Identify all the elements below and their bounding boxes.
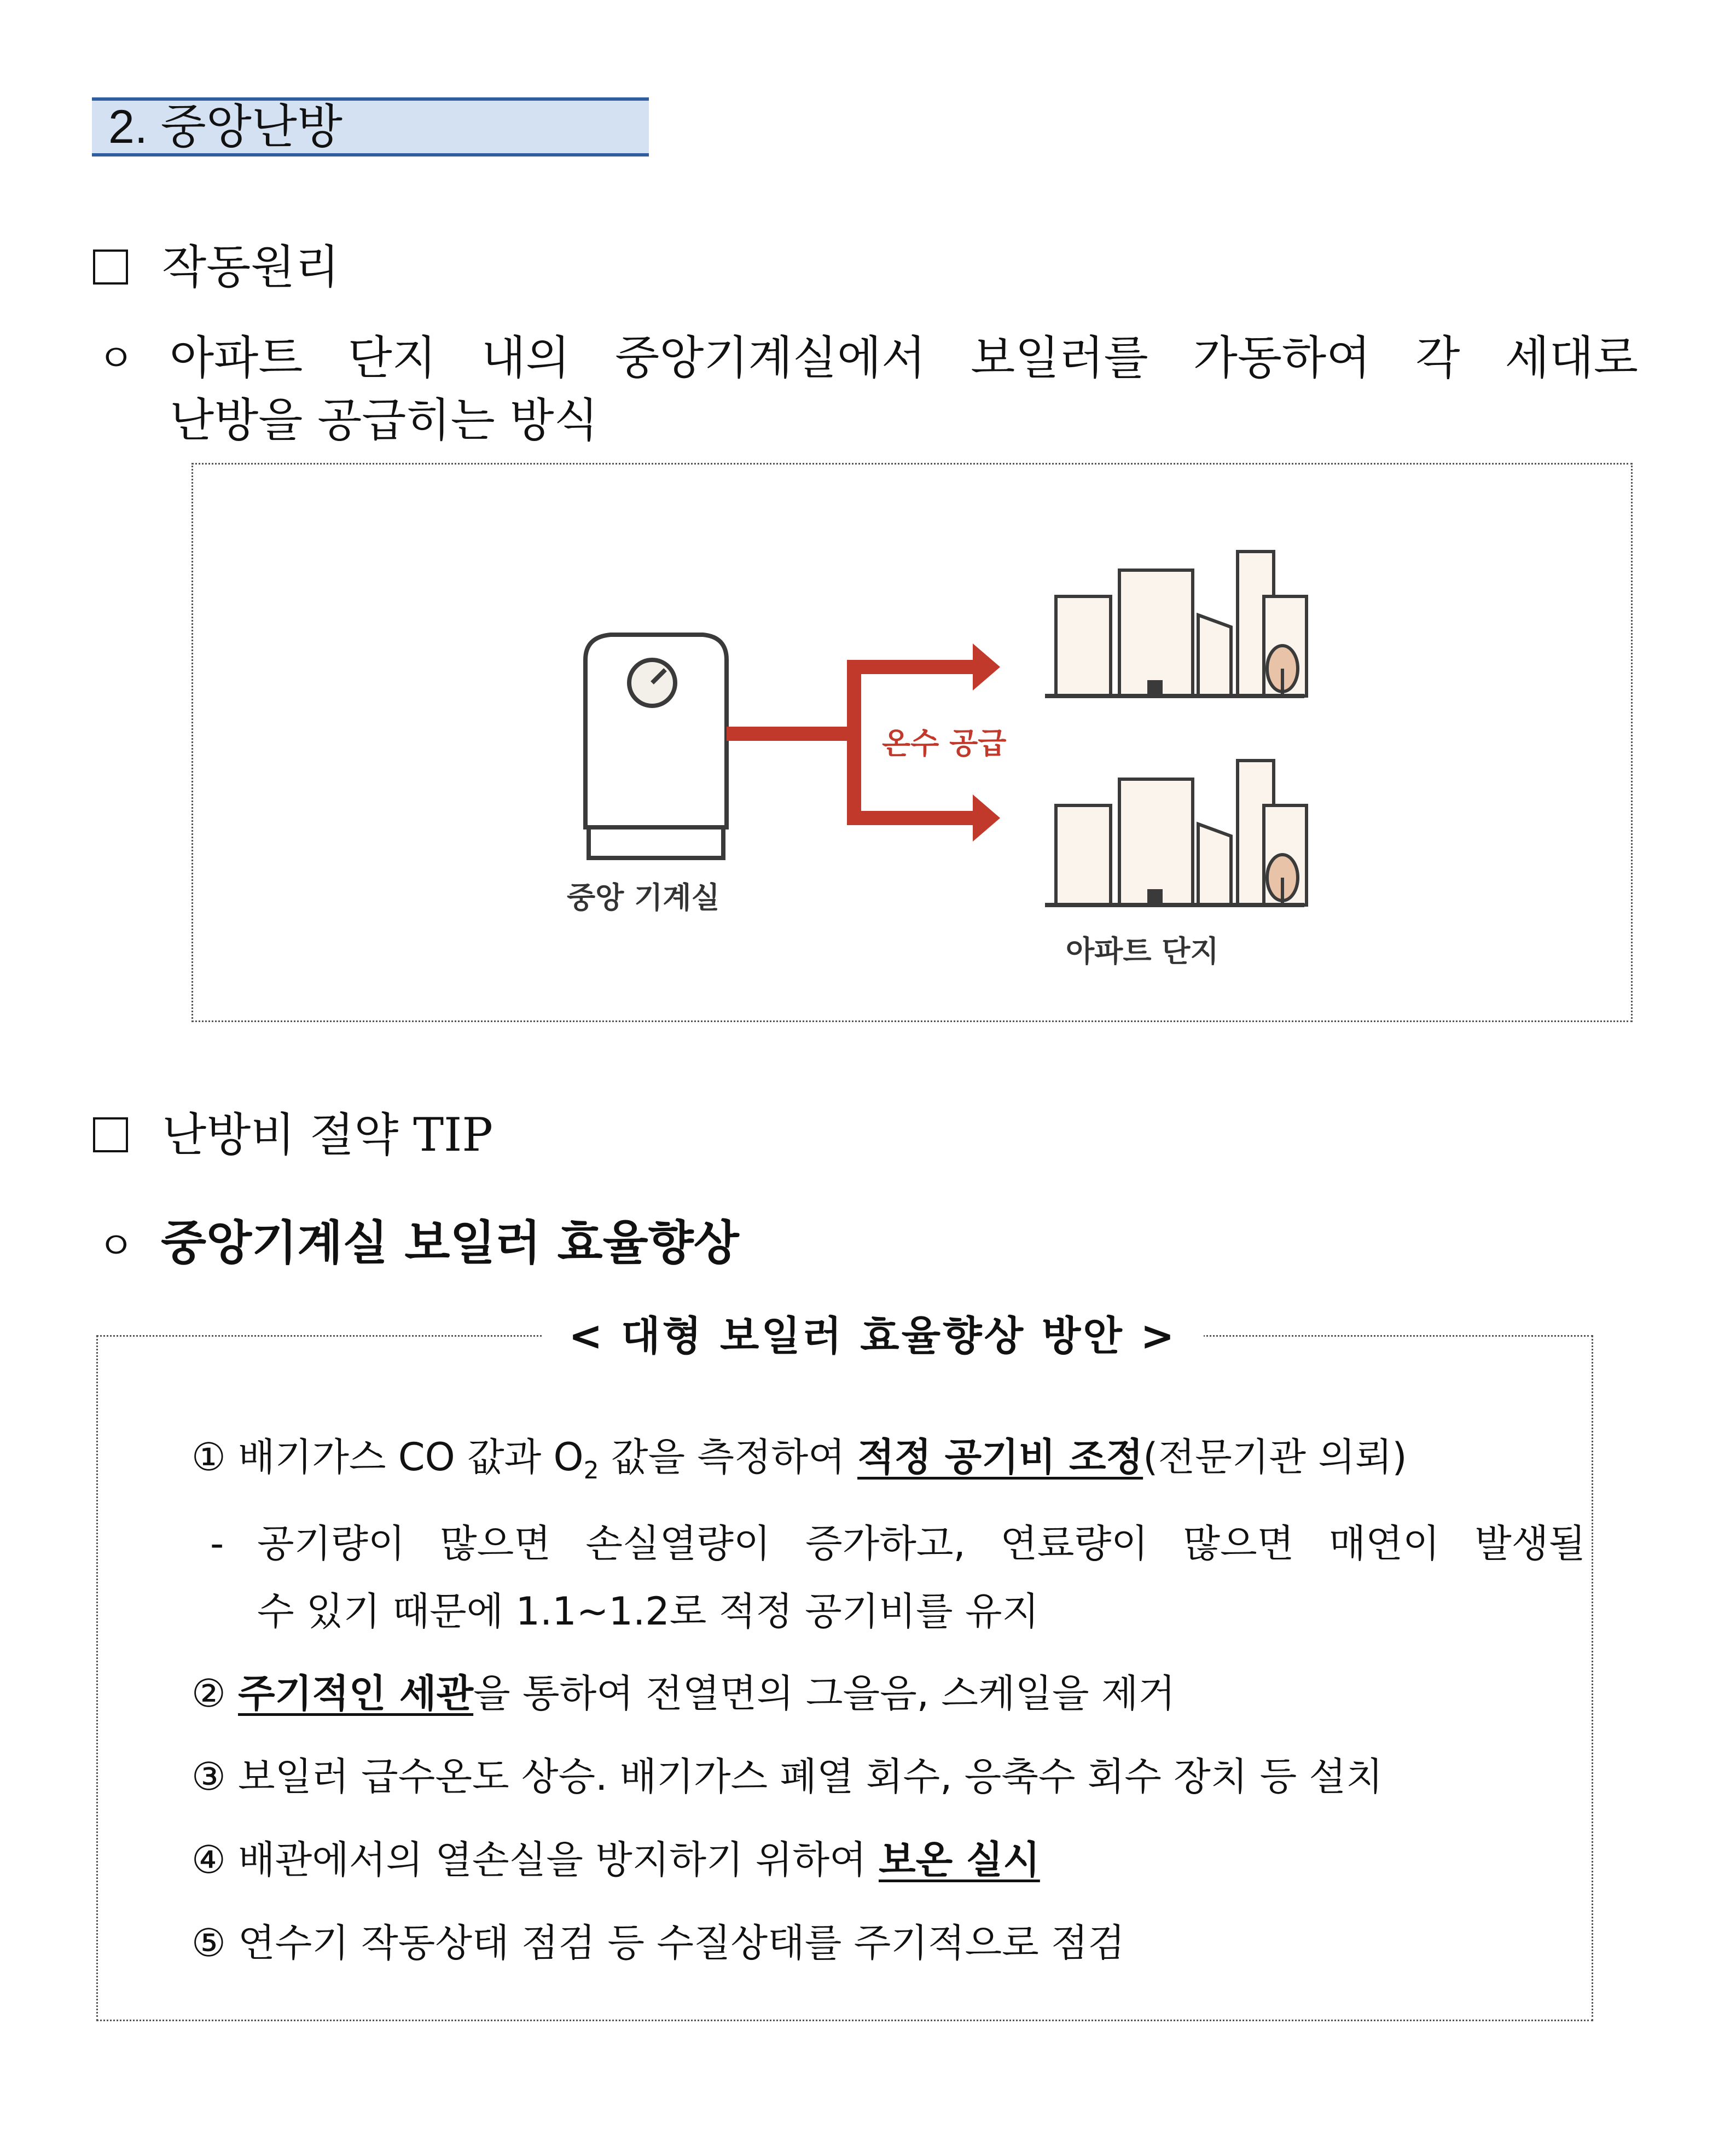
item-text: (전문기관 의뢰) — [1143, 1435, 1407, 1480]
item-number: ③ — [191, 1754, 226, 1799]
emphasis-text: 적정 공기비 조정 — [857, 1435, 1143, 1480]
emphasis-text: 보온 실시 — [878, 1837, 1040, 1882]
item-text: 보일러 급수온도 상승. 배기가스 폐열 회수, 응축수 회수 장치 등 설치 — [238, 1754, 1383, 1799]
principle-line-1: 아파트 단지 내의 중앙기계실에서 보일러를 가동하여 각 세대로 — [170, 331, 1638, 385]
list-item — [191, 1918, 1125, 1968]
checkbox-square-icon — [93, 250, 128, 285]
item-text: 을 통하여 전열면의 그을음, 스케일을 제거 — [473, 1671, 1176, 1716]
note-line-2: 수 있기 때문에 1.1~1.2로 적정 공기비를 유지 — [257, 1589, 1040, 1634]
emphasis-text: 주기적인 세관 — [238, 1671, 474, 1716]
apartment-label: 아파트 단지 — [1066, 934, 1219, 968]
item-number: ⑤ — [191, 1921, 226, 1965]
list-item — [191, 1752, 1383, 1801]
principle-line-2: 난방을 공급히는 방식 — [170, 393, 599, 447]
boiler-body — [585, 635, 727, 858]
item-number: ① — [191, 1435, 226, 1480]
supply-label: 온수 공급 — [882, 726, 1007, 761]
list-item — [191, 1432, 1407, 1495]
tips-heading: 난방비 절약 TIP — [162, 1108, 493, 1162]
tips-subheading: 중앙기계실 보일러 효율향상 — [161, 1216, 739, 1271]
principle-heading: 작동원리 — [162, 240, 340, 294]
bullet-mark: ㅇ — [97, 336, 135, 381]
apartment-buildings-top — [1045, 552, 1307, 696]
section-title: 2. 중앙난방 — [108, 101, 342, 153]
note-line-1: 공기량이 많으면 손실열량이 증가하고, 연료량이 많으면 매연이 발생될 — [257, 1521, 1586, 1566]
item-number: ④ — [191, 1837, 226, 1882]
bullet-mark: ㅇ — [97, 1223, 135, 1268]
item-number: ② — [191, 1671, 226, 1716]
checkbox-square-icon — [93, 1117, 128, 1152]
apartment-buildings-bottom — [1045, 761, 1307, 905]
list-item — [191, 1669, 1175, 1718]
item-text: 값을 측정하여 — [599, 1435, 858, 1480]
tips-title: < 대형 보일러 효율향상 방안 > — [568, 1313, 1177, 1360]
list-item — [191, 1835, 1040, 1884]
item-text: 배기가스 CO 값과 O — [238, 1435, 584, 1480]
note-dash: - — [210, 1521, 224, 1566]
subscript: 2 — [583, 1457, 599, 1484]
item-text: 배관에서의 열손실을 방지하기 위하여 — [238, 1837, 879, 1882]
item-text: 연수기 작동상태 점검 등 수질상태를 주기적으로 점검 — [238, 1921, 1125, 1965]
boiler-label: 중앙 기계실 — [567, 880, 720, 915]
